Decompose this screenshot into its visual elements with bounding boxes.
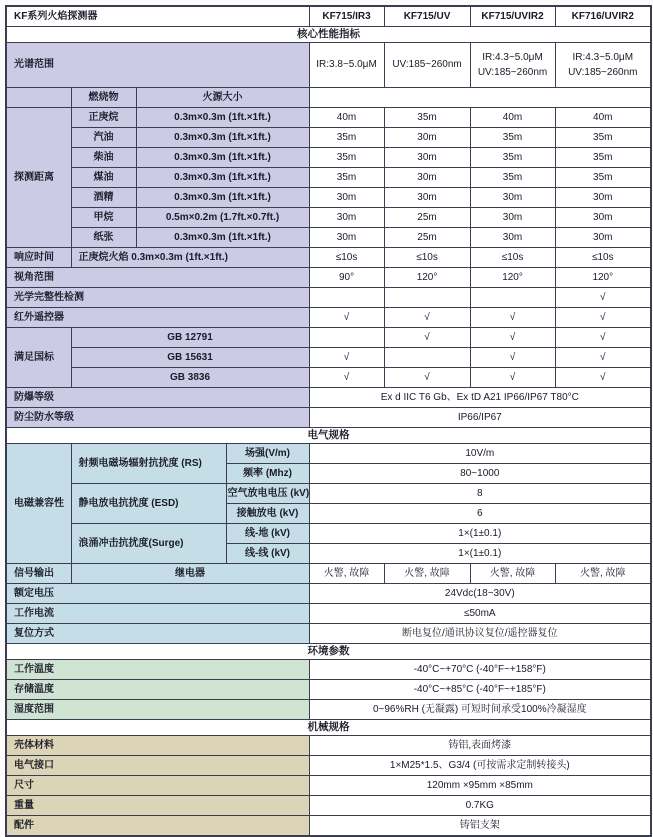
- spec-table: [5, 5, 652, 837]
- operating-temp-value: -40°C~+70°C (-40°F~+158°F): [309, 660, 651, 680]
- distance-value: 35m: [555, 128, 651, 148]
- size-cell: 0.3m×0.3m (1ft.×1ft.): [136, 168, 309, 188]
- checkmark-cell: √: [555, 308, 651, 328]
- row-label-ip: 防尘防水等级: [6, 408, 309, 428]
- distance-value: 40m: [309, 108, 384, 128]
- distance-value: 35m: [470, 168, 555, 188]
- emc-item-value: 1×(1±0.1): [309, 544, 651, 564]
- size-cell: 0.3m×0.3m (1ft.×1ft.): [136, 188, 309, 208]
- current-value: ≤50mA: [309, 604, 651, 624]
- row-label-conduit: 电气接口: [6, 756, 309, 776]
- emc-item-name: 线-线 (kV): [226, 544, 309, 564]
- section-header-environment: 环境参数: [6, 644, 651, 660]
- product-title: KF系列火焰探测器: [6, 6, 309, 27]
- distance-value: 35m: [470, 148, 555, 168]
- accessories-value: 铸铝支架: [309, 816, 651, 837]
- table-row: [6, 776, 651, 796]
- distance-value: 35m: [309, 168, 384, 188]
- distance-value: 30m: [470, 208, 555, 228]
- emc-group-esd: 静电放电抗扰度 (ESD): [71, 484, 226, 524]
- size-cell: 0.3m×0.3m (1ft.×1ft.): [136, 148, 309, 168]
- row-label-optical: 光学完整性检测: [6, 288, 309, 308]
- table-row: [6, 484, 651, 504]
- checkmark-cell: √: [309, 348, 384, 368]
- spacer-cell: [6, 88, 71, 108]
- distance-value: 30m: [384, 128, 470, 148]
- row-label-humidity: 湿度范围: [6, 700, 309, 720]
- size-cell: 0.3m×0.3m (1ft.×1ft.): [136, 228, 309, 248]
- reset-value: 断电复位/通讯协议复位/遥控器复位: [309, 624, 651, 644]
- checkmark-cell: √: [384, 368, 470, 388]
- table-row: [6, 43, 651, 88]
- distance-value: 30m: [555, 208, 651, 228]
- checkmark-cell: [384, 348, 470, 368]
- emc-item-value: 1×(1±0.1): [309, 524, 651, 544]
- table-row: [6, 680, 651, 700]
- checkmark-cell: √: [384, 308, 470, 328]
- table-row: [6, 660, 651, 680]
- row-label-view-angle: 视角范围: [6, 268, 309, 288]
- distance-value: 30m: [384, 148, 470, 168]
- table-row: [6, 108, 651, 128]
- angle-value: 120°: [384, 268, 470, 288]
- checkmark-cell: √: [309, 308, 384, 328]
- table-row: [6, 604, 651, 624]
- housing-value: 铸铝,表面烤漆: [309, 736, 651, 756]
- signal-value: 火警, 故障: [555, 564, 651, 584]
- section-header-mechanical: 机械规格: [6, 720, 651, 736]
- table-row: [6, 700, 651, 720]
- table-row: [6, 388, 651, 408]
- row-label-accessories: 配件: [6, 816, 309, 837]
- spectral-ir: IR:4.3~5.0μM: [482, 52, 543, 63]
- emc-item-value: 10V/m: [309, 444, 651, 464]
- response-value: ≤10s: [555, 248, 651, 268]
- table-row: [6, 208, 651, 228]
- checkmark-cell: √: [384, 328, 470, 348]
- table-row: [6, 348, 651, 368]
- table-row: [6, 756, 651, 776]
- model-header-2: KF715/UV: [384, 6, 470, 27]
- checkmark-cell: √: [309, 368, 384, 388]
- checkmark-cell: √: [555, 288, 651, 308]
- row-label-weight: 重量: [6, 796, 309, 816]
- checkmark-cell: [384, 288, 470, 308]
- spectral-value: [555, 43, 651, 88]
- table-row: [6, 368, 651, 388]
- row-label-spectral: 光谱范围: [6, 43, 309, 88]
- emc-item-name: 频率 (Mhz): [226, 464, 309, 484]
- emc-item-value: 80~1000: [309, 464, 651, 484]
- table-row: [6, 796, 651, 816]
- spectral-uv: UV:185~260nm: [568, 67, 638, 78]
- fuel-cell: 酒精: [71, 188, 136, 208]
- response-condition: 正庚烷火焰 0.3m×0.3m (1ft.×1ft.): [71, 248, 309, 268]
- row-label-housing: 壳体材料: [6, 736, 309, 756]
- humidity-value: 0~96%RH (无凝露) 可短时间承受100%冷凝湿度: [309, 700, 651, 720]
- row-label-reset: 复位方式: [6, 624, 309, 644]
- table-row: [6, 248, 651, 268]
- distance-value: 30m: [555, 188, 651, 208]
- standard-name: GB 15631: [71, 348, 309, 368]
- checkmark-cell: [470, 288, 555, 308]
- ip-rating-value: IP66/IP67: [309, 408, 651, 428]
- distance-value: 40m: [470, 108, 555, 128]
- checkmark-cell: [309, 288, 384, 308]
- emc-item-value: 6: [309, 504, 651, 524]
- table-row: [6, 188, 651, 208]
- emc-item-name: 线-地 (kV): [226, 524, 309, 544]
- distance-value: 35m: [555, 168, 651, 188]
- section-header-electrical: 电气规格: [6, 428, 651, 444]
- distance-value: 30m: [555, 228, 651, 248]
- fuel-cell: 柴油: [71, 148, 136, 168]
- size-cell: 0.5m×0.2m (1.7ft.×0.7ft.): [136, 208, 309, 228]
- signal-relay: 继电器: [71, 564, 309, 584]
- row-label-storage-temp: 存储温度: [6, 680, 309, 700]
- conduit-value: 1×M25*1.5、G3/4 (可按需求定制转接头): [309, 756, 651, 776]
- row-label-emc: 电磁兼容性: [6, 444, 71, 564]
- signal-value: 火警, 故障: [384, 564, 470, 584]
- response-value: ≤10s: [384, 248, 470, 268]
- table-row: [6, 720, 651, 736]
- table-row: [6, 6, 651, 27]
- signal-value: 火警, 故障: [470, 564, 555, 584]
- angle-value: 90°: [309, 268, 384, 288]
- spectral-ir: IR:4.3~5.0μM: [572, 52, 634, 63]
- spectral-uv: UV:185~260nm: [477, 67, 548, 78]
- checkmark-cell: √: [470, 348, 555, 368]
- checkmark-cell: [309, 328, 384, 348]
- table-row: [6, 328, 651, 348]
- table-row: [6, 584, 651, 604]
- explosion-rating-value: Ex d IIC T6 Gb、Ex tD A21 IP66/IP67 T80°C: [309, 388, 651, 408]
- distance-value: 30m: [470, 228, 555, 248]
- distance-value: 35m: [309, 148, 384, 168]
- distance-value: 30m: [309, 208, 384, 228]
- table-row: [6, 564, 651, 584]
- distance-value: 35m: [309, 128, 384, 148]
- row-label-voltage: 额定电压: [6, 584, 309, 604]
- checkmark-cell: √: [470, 308, 555, 328]
- fuel-cell: 汽油: [71, 128, 136, 148]
- distance-value: 30m: [309, 228, 384, 248]
- table-row: [6, 268, 651, 288]
- checkmark-cell: √: [555, 328, 651, 348]
- row-label-current: 工作电流: [6, 604, 309, 624]
- emc-group-rs: 射频电磁场辐射抗扰度 (RS): [71, 444, 226, 484]
- table-row: [6, 736, 651, 756]
- checkmark-cell: √: [470, 368, 555, 388]
- model-header-3: KF715/UVIR2: [470, 6, 555, 27]
- row-label-signal: 信号输出: [6, 564, 71, 584]
- emc-group-surge: 浪涌冲击抗扰度(Surge): [71, 524, 226, 564]
- size-column-header: 火源大小: [136, 88, 309, 108]
- emc-item-name: 接触放电 (kV): [226, 504, 309, 524]
- spectral-value: [470, 43, 555, 88]
- spectral-value: UV:185~260nm: [384, 43, 470, 88]
- model-header-4: KF716/UVIR2: [555, 6, 651, 27]
- distance-value: 30m: [309, 188, 384, 208]
- row-label-response: 响应时间: [6, 248, 71, 268]
- storage-temp-value: -40°C~+85°C (-40°F~+185°F): [309, 680, 651, 700]
- response-value: ≤10s: [309, 248, 384, 268]
- fuel-cell: 纸张: [71, 228, 136, 248]
- checkmark-cell: √: [555, 348, 651, 368]
- fuel-cell: 正庚烷: [71, 108, 136, 128]
- checkmark-cell: √: [470, 328, 555, 348]
- emc-item-name: 空气放电电压 (kV): [226, 484, 309, 504]
- row-label-explosion: 防爆等级: [6, 388, 309, 408]
- table-row: [6, 88, 651, 108]
- distance-value: 25m: [384, 228, 470, 248]
- size-cell: 0.3m×0.3m (1ft.×1ft.): [136, 108, 309, 128]
- table-row: [6, 816, 651, 837]
- distance-value: 35m: [470, 128, 555, 148]
- table-row: [6, 168, 651, 188]
- row-label-remote: 红外遥控器: [6, 308, 309, 328]
- fuel-cell: 煤油: [71, 168, 136, 188]
- table-row: [6, 288, 651, 308]
- weight-value: 0.7KG: [309, 796, 651, 816]
- distance-value: 30m: [470, 188, 555, 208]
- row-label-operating-temp: 工作温度: [6, 660, 309, 680]
- fuel-cell: 甲烷: [71, 208, 136, 228]
- spectral-value: IR:3.8~5.0μM: [309, 43, 384, 88]
- row-label-dimensions: 尺寸: [6, 776, 309, 796]
- distance-value: 30m: [384, 168, 470, 188]
- table-row: [6, 148, 651, 168]
- angle-value: 120°: [555, 268, 651, 288]
- response-value: ≤10s: [470, 248, 555, 268]
- empty-cell: [309, 88, 651, 108]
- table-row: [6, 644, 651, 660]
- distance-value: 25m: [384, 208, 470, 228]
- emc-item-name: 场强(V/m): [226, 444, 309, 464]
- table-row: [6, 524, 651, 544]
- distance-value: 35m: [555, 148, 651, 168]
- model-header-1: KF715/IR3: [309, 6, 384, 27]
- table-row: [6, 308, 651, 328]
- table-row: [6, 444, 651, 464]
- size-cell: 0.3m×0.3m (1ft.×1ft.): [136, 128, 309, 148]
- distance-value: 35m: [384, 108, 470, 128]
- standard-name: GB 3836: [71, 368, 309, 388]
- distance-value: 30m: [384, 188, 470, 208]
- row-label-standards: 满足国标: [6, 328, 71, 388]
- emc-item-value: 8: [309, 484, 651, 504]
- angle-value: 120°: [470, 268, 555, 288]
- distance-value: 40m: [555, 108, 651, 128]
- signal-value: 火警, 故障: [309, 564, 384, 584]
- table-row: [6, 128, 651, 148]
- checkmark-cell: √: [555, 368, 651, 388]
- standard-name: GB 12791: [71, 328, 309, 348]
- section-header-core: 核心性能指标: [6, 27, 651, 43]
- table-row: [6, 228, 651, 248]
- dimensions-value: 120mm ×95mm ×85mm: [309, 776, 651, 796]
- table-row: [6, 408, 651, 428]
- voltage-value: 24Vdc(18~30V): [309, 584, 651, 604]
- table-row: [6, 624, 651, 644]
- fuel-column-header: 燃烧物: [71, 88, 136, 108]
- row-label-distance: 探测距离: [6, 108, 71, 248]
- table-row: [6, 27, 651, 43]
- table-row: [6, 428, 651, 444]
